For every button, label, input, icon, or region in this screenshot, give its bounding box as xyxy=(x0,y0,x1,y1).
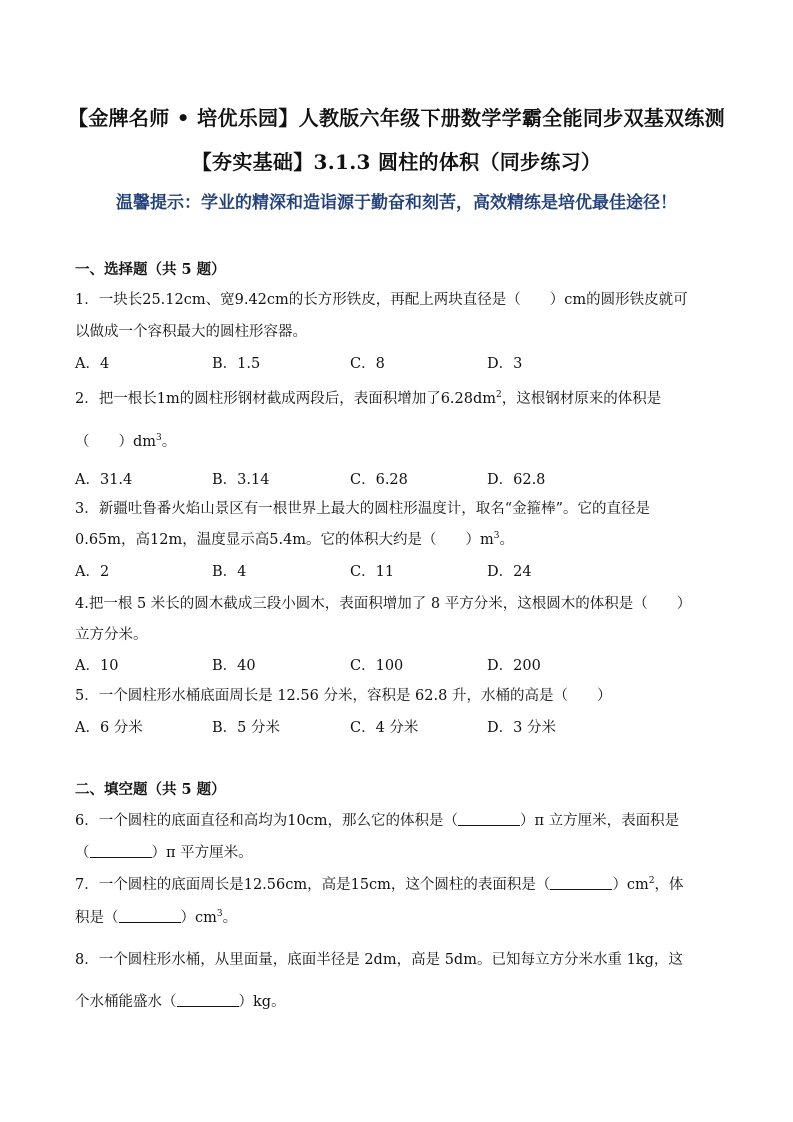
option-d: D．62.8 xyxy=(487,472,546,488)
option-c: C．100 xyxy=(350,658,404,674)
option-d: D．3 分米 xyxy=(487,720,556,736)
option-b: B．40 xyxy=(212,658,256,674)
superscript: 3 xyxy=(216,909,223,919)
option-b: B．3.14 xyxy=(212,472,270,488)
answer-blank[interactable] xyxy=(177,993,239,1007)
option-d: D．3 xyxy=(487,356,523,372)
option-c: C．8 xyxy=(350,356,385,372)
question-2-text-a: 2．把一根长1m的圆柱形钢材截成两段后，表面积增加了6.28dm xyxy=(75,391,497,407)
superscript: 2 xyxy=(648,876,655,886)
question-7-text-f: 。 xyxy=(222,910,238,926)
title-line-1: 【金牌名师 • 培优乐园】人教版六年级下册数学学霸全能同步双基双练测 xyxy=(68,106,725,130)
question-8-line-2 xyxy=(75,990,286,1011)
question-2-text-b: ，这根钢材原来的体积是 xyxy=(501,391,662,407)
option-d: D．200 xyxy=(487,658,541,674)
question-6-line-2 xyxy=(75,841,253,862)
question-2-text-d: 。 xyxy=(161,434,177,450)
question-2-text-c: （ ）dm xyxy=(75,434,157,450)
tip-banner: 温馨提示：学业的精深和造诣源于勤奋和刻苦，高效精练是培优最佳途径！ xyxy=(116,193,677,213)
question-1-line-1: 1．一块长25.12cm、宽9.42cm的长方形铁皮，再配上两块直径是（ ）cm的圆形铁皮就可 xyxy=(75,292,688,308)
option-b: B．5 分米 xyxy=(212,720,280,736)
section-heading-choice: 一、选择题（共 5 题） xyxy=(75,261,226,278)
question-7-text-b: ）cm xyxy=(612,877,649,893)
answer-blank[interactable] xyxy=(550,876,612,890)
question-2-line-2 xyxy=(75,430,176,451)
option-a: A．4 xyxy=(75,356,110,372)
superscript: 3 xyxy=(493,531,500,541)
question-8-line-1: 8．一个圆柱形水桶，从里面量，底面半径是 2dm，高是 5dm。已知每立方分米水重 1kg，这 xyxy=(75,952,683,968)
question-6-text-b: ）π 立方厘米，表面积是 xyxy=(520,813,680,829)
option-b: B．1.5 xyxy=(212,356,261,372)
superscript: 2 xyxy=(496,390,502,400)
answer-blank[interactable] xyxy=(90,844,152,858)
option-a: A．10 xyxy=(75,658,119,674)
title-line-2: 【夯实基础】3.1.3 圆柱的体积（同步练习） xyxy=(191,150,602,174)
answer-blank[interactable] xyxy=(119,909,181,923)
question-6-text-c: （ xyxy=(75,845,90,861)
question-3-text-b: 。 xyxy=(499,532,515,548)
question-6-text-a: 6．一个圆柱的底面直径和高均为10cm，那么它的体积是（ xyxy=(75,813,459,829)
option-a: A．6 分米 xyxy=(75,720,143,736)
question-7-text-a: 7．一个圆柱的底面周长是12.56cm，高是15cm，这个圆柱的表面积是（ xyxy=(75,877,551,893)
section-heading-fill: 二、填空题（共 5 题） xyxy=(75,781,226,798)
option-d: D．24 xyxy=(487,564,532,580)
question-7-line-1 xyxy=(75,873,684,894)
question-7-line-2 xyxy=(75,906,237,927)
question-1-line-2: 以做成一个容积最大的圆柱形容器。 xyxy=(75,324,307,340)
option-c: C．4 分米 xyxy=(350,720,419,736)
question-6-line-1 xyxy=(75,809,679,830)
option-c: C．11 xyxy=(350,564,395,580)
question-8-text-a: 个水桶能盛水（ xyxy=(75,994,177,1010)
question-4-line-1: 4.把一根 5 米长的圆木截成三段小圆木，表面积增加了 8 平方分米，这根圆木的体积是（ ） xyxy=(75,596,692,612)
option-a: A．31.4 xyxy=(75,472,133,488)
question-2-line-1 xyxy=(75,387,661,408)
question-7-text-e: ）cm xyxy=(180,910,217,926)
superscript: 3 xyxy=(156,433,162,443)
question-7-text-d: 积是（ xyxy=(75,910,119,926)
question-5-line-1: 5．一个圆柱形水桶底面周长是 12.56 分米，容积是 62.8 升，水桶的高是（ ） xyxy=(75,688,612,704)
question-3-text-a: 0.65m，高12m，温度显示高5.4m。它的体积大约是（ ）m xyxy=(75,532,494,548)
question-6-text-d: ）π 平方厘米。 xyxy=(151,845,253,861)
option-c: C．6.28 xyxy=(350,472,408,488)
answer-blank[interactable] xyxy=(458,812,520,826)
option-b: B．4 xyxy=(212,564,247,580)
question-7-text-c: ，体 xyxy=(654,877,684,893)
question-8-text-b: ）kg。 xyxy=(238,994,286,1010)
question-3-line-1: 3．新疆吐鲁番火焰山景区有一根世界上最大的圆柱形温度计，取名“金箍棒”。它的直径是 xyxy=(75,501,651,517)
option-a: A．2 xyxy=(75,564,110,580)
question-3-line-2 xyxy=(75,528,514,549)
question-4-line-2: 立方分米。 xyxy=(75,627,148,643)
